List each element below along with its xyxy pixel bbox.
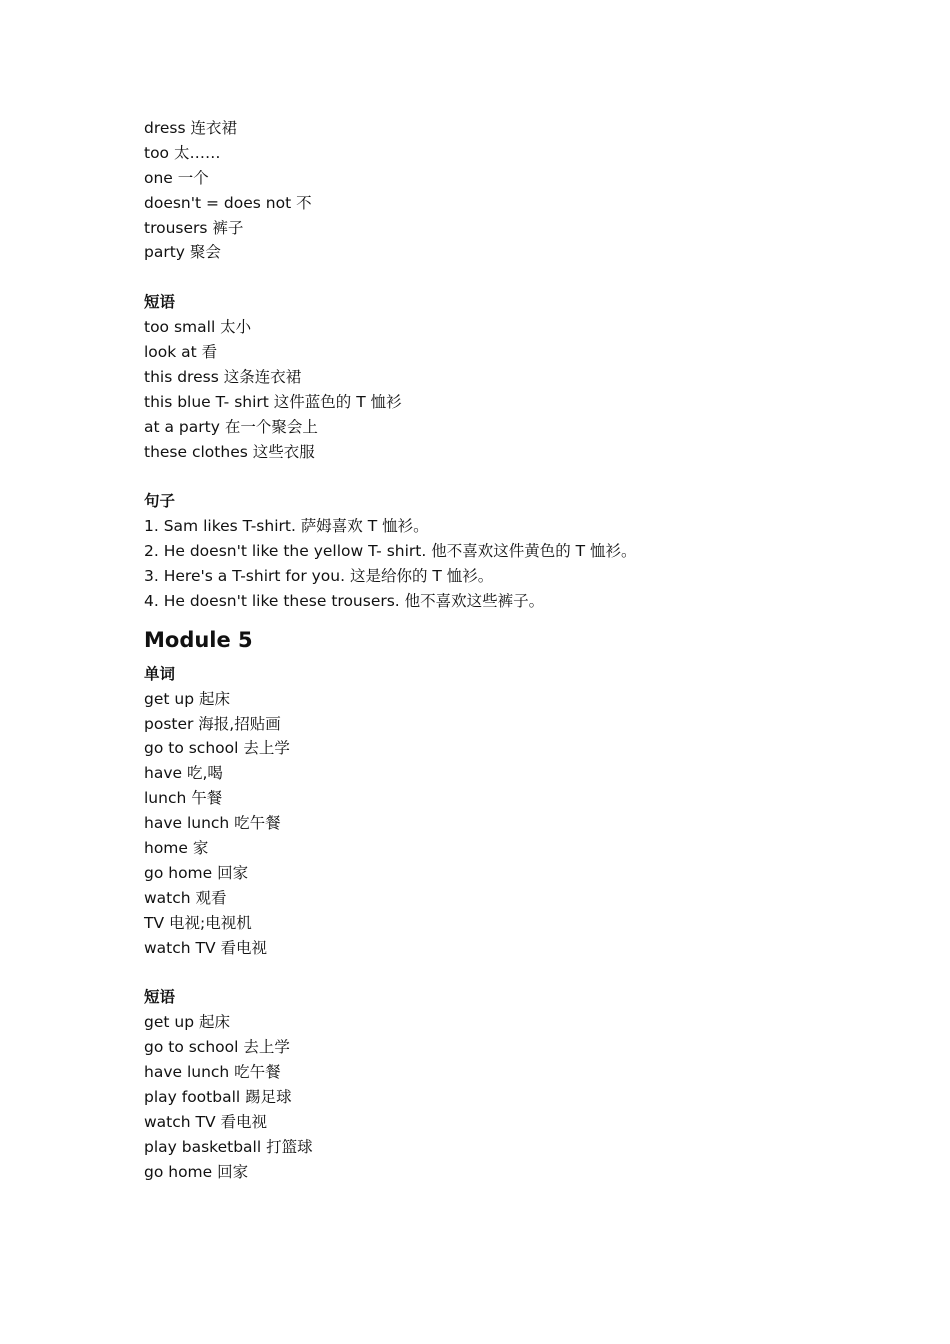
word-entry: have lunch 吃午餐 (144, 814, 281, 833)
phrase-entry: too small 太小 (144, 318, 252, 337)
phrase-entry: go to school 去上学 (144, 1038, 290, 1057)
sentence-entry: 2. He doesn't like the yellow T- shirt. 他不喜欢这件黄色的 T 恤衫。 (144, 542, 637, 561)
module5-phrase-list (144, 1010, 904, 1184)
spacer (144, 265, 904, 290)
spacer (144, 464, 904, 489)
phrase-list (144, 315, 904, 464)
word-entry: go home 回家 (144, 863, 249, 882)
word-entry: get up 起床 (144, 689, 230, 708)
sentence-entry: 3. Here's a T-shirt for you. 这是给你的 T 恤衫。 (144, 567, 494, 586)
word-entry: too 太…… (144, 143, 221, 162)
module5-word-list (144, 687, 904, 961)
word-entry: home 家 (144, 839, 209, 858)
word-entry: trousers 裤子 (144, 218, 244, 237)
word-entry: watch TV 看电视 (144, 938, 268, 957)
phrases-heading: 短语 (144, 293, 176, 312)
phrases-heading: 短语 (144, 988, 176, 1007)
phrase-entry: get up 起床 (144, 1013, 230, 1032)
sentences-heading: 句子 (144, 492, 176, 511)
sentence-list (144, 514, 904, 614)
sentence-entry: 1. Sam likes T-shirt. 萨姆喜欢 T 恤衫。 (144, 517, 429, 536)
phrase-entry: this blue T- shirt 这件蓝色的 T 恤衫 (144, 392, 402, 411)
word-entry: TV 电视;电视机 (144, 913, 252, 932)
phrase-entry: this dress 这条连衣裙 (144, 367, 302, 386)
module-title: Module 5 (144, 627, 253, 652)
document-page (144, 116, 904, 1185)
word-entry: watch 观看 (144, 888, 227, 907)
phrase-entry: look at 看 (144, 343, 218, 362)
word-entry: have 吃,喝 (144, 764, 223, 783)
word-entry: dress 连衣裙 (144, 119, 237, 137)
word-entry: one 一个 (144, 168, 209, 187)
phrase-entry: play basketball 打篮球 (144, 1137, 313, 1156)
word-entry: party 聚会 (144, 243, 221, 262)
phrase-entry: these clothes 这些衣服 (144, 442, 315, 461)
word-entry: doesn't = does not 不 (144, 193, 312, 212)
sentence-entry: 4. He doesn't like these trousers. 他不喜欢这些裤子。 (144, 591, 545, 610)
phrase-entry: go home 回家 (144, 1162, 249, 1181)
phrase-entry: watch TV 看电视 (144, 1112, 268, 1131)
phrase-entry: at a party 在一个聚会上 (144, 417, 318, 436)
word-entry: lunch 午餐 (144, 789, 223, 808)
phrase-entry: have lunch 吃午餐 (144, 1063, 281, 1082)
word-entry: go to school 去上学 (144, 739, 290, 758)
word-list (144, 116, 904, 265)
spacer (144, 961, 904, 986)
phrase-entry: play football 踢足球 (144, 1087, 292, 1106)
words-heading: 单词 (144, 664, 176, 683)
word-entry: poster 海报,招贴画 (144, 714, 281, 733)
